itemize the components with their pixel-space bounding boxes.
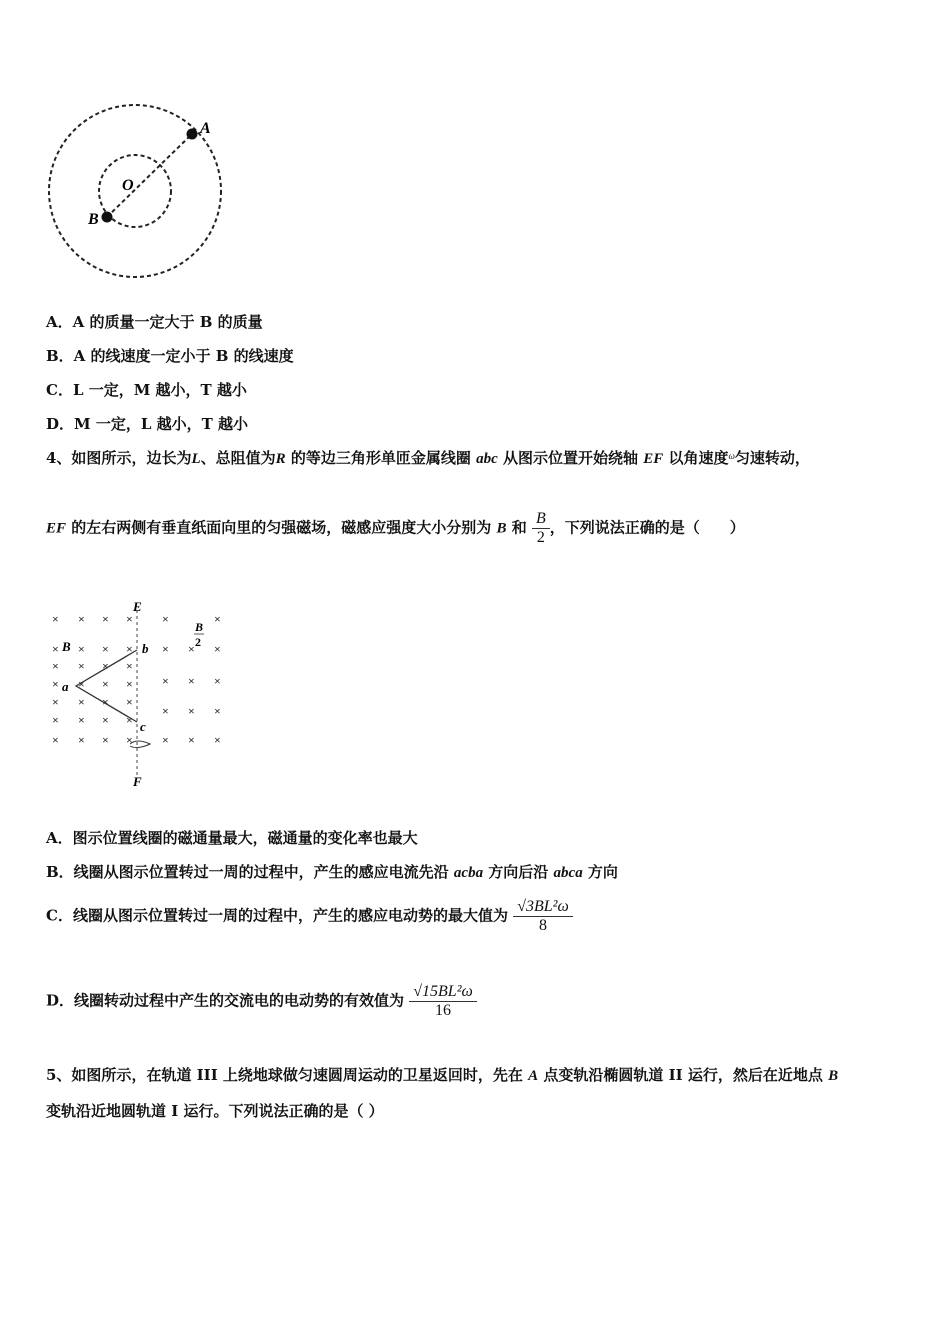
q5-text: 点变轨沿椭圆轨道 II 运行，然后在近地点 — [538, 1066, 829, 1084]
q4-stem-line1 — [46, 447, 810, 468]
q4-option-d-text: D．线圈转动过程中产生的交流电的电动势的有效值为 — [46, 991, 405, 1010]
q4-var-omega: ω — [728, 451, 735, 461]
label-O: O — [122, 177, 134, 194]
q5-stem-line1 — [46, 1064, 838, 1085]
field-cross-mark: × — [126, 733, 133, 747]
q4-stem-line2 — [46, 510, 745, 547]
q4-option-b-text: 方向后沿 — [483, 863, 554, 881]
q4-text: 和 — [506, 518, 527, 537]
q4-text: 4、如图所示，边长为 — [46, 449, 192, 467]
field-cross-mark: × — [126, 659, 133, 673]
q4-option-c-text: C．线圈从图示位置转过一周的过程中，产生的感应电动势的最大值为 — [46, 906, 508, 925]
field-cross-mark: × — [214, 674, 221, 688]
field-cross-mark: × — [102, 612, 109, 626]
q5-var-A: A — [528, 1068, 539, 1084]
field-cross-mark: × — [162, 674, 169, 688]
q3-option-a: A．A 的质量一定大于 B 的质量 — [46, 313, 263, 331]
field-cross-mark: × — [78, 733, 85, 747]
connecting-line — [107, 134, 192, 217]
field-cross-mark: × — [102, 677, 109, 691]
field-cross-mark: × — [102, 713, 109, 727]
field-cross-mark: × — [78, 713, 85, 727]
q4-var-acba: acba — [453, 865, 484, 881]
field-cross-mark: × — [188, 704, 195, 718]
q4-option-b-text: 方向 — [582, 863, 618, 881]
rotation-arrow — [130, 741, 150, 748]
field-cross-mark: × — [52, 642, 59, 656]
label-B-right-num: B — [195, 620, 204, 634]
field-cross-mark: × — [126, 695, 133, 709]
field-cross-mark: × — [52, 713, 59, 727]
fraction-numerator: √15BL²ω — [413, 983, 473, 1000]
field-cross-mark: × — [188, 674, 195, 688]
field-cross-mark: × — [162, 642, 169, 656]
fraction-denominator: 8 — [513, 916, 573, 935]
q4-text: ，下列说法正确的是（ ） — [549, 518, 745, 537]
q4-var-L: L — [191, 451, 201, 467]
field-cross-mark: × — [162, 733, 169, 747]
q4-option-b — [46, 861, 618, 882]
field-cross-mark: × — [126, 677, 133, 691]
field-cross-mark: × — [52, 695, 59, 709]
label-a: a — [62, 679, 69, 694]
field-cross-mark: × — [78, 642, 85, 656]
field-cross-mark: × — [214, 733, 221, 747]
q4-option-a: A．图示位置线圈的磁通量最大，磁通量的变化率也最大 — [46, 829, 418, 847]
q4-var-EF: EF — [643, 451, 664, 467]
field-cross-mark: × — [126, 713, 133, 727]
field-cross-mark: × — [102, 642, 109, 656]
fraction-denominator: 2 — [532, 528, 550, 547]
field-cross-mark: × — [52, 612, 59, 626]
q4-var-abca: abca — [553, 865, 583, 881]
field-cross-mark: × — [102, 695, 109, 709]
q4-var-B: B — [496, 520, 507, 537]
q5-var-B: B — [828, 1068, 839, 1084]
q4-text: 从图示位置开始绕轴 — [497, 449, 644, 467]
q4-var-R: R — [275, 451, 286, 467]
star-B — [102, 212, 113, 223]
fraction-option-c — [513, 898, 573, 935]
field-cross-mark: × — [162, 704, 169, 718]
q4-text: 的等边三角形单匝金属线圈 — [285, 449, 477, 467]
fraction-denominator: 16 — [409, 1001, 477, 1020]
label-c: c — [140, 719, 146, 734]
field-cross-mark: × — [52, 677, 59, 691]
field-cross-mark: × — [78, 677, 85, 691]
q3-option-c: C．L 一定，M 越小，T 越小 — [46, 381, 247, 399]
q4-option-d — [46, 983, 477, 1020]
field-cross-mark: × — [162, 612, 169, 626]
field-cross-mark: × — [78, 612, 85, 626]
fraction-numerator: √3BL²ω — [517, 898, 569, 915]
field-cross-mark: × — [214, 642, 221, 656]
field-cross-mark: × — [78, 659, 85, 673]
q4-text: 的左右两侧有垂直纸面向里的匀强磁场，磁感应强度大小分别为 — [66, 518, 497, 537]
q4-text: 、总阻值为 — [200, 449, 276, 467]
q3-option-b: B．A 的线速度一定小于 B 的线速度 — [46, 347, 294, 365]
field-cross-mark: × — [214, 612, 221, 626]
coil-field-figure — [40, 598, 240, 793]
q4-text: 匀速转动， — [734, 449, 810, 467]
label-E: E — [133, 599, 142, 614]
q4-text: 以角速度 — [663, 449, 729, 467]
label-b: b — [142, 641, 149, 656]
label-F: F — [133, 774, 142, 789]
q3-option-d: D．M 一定，L 越小，T 越小 — [46, 415, 248, 433]
label-B-right-den: 2 — [195, 635, 201, 649]
field-cross-mark: × — [52, 733, 59, 747]
field-cross-mark: × — [188, 733, 195, 747]
binary-star-figure — [40, 100, 240, 285]
fraction-numerator: B — [535, 510, 546, 527]
label-A: A — [200, 120, 211, 137]
q4-option-b-text: B．线圈从图示位置转过一周的过程中，产生的感应电流先沿 — [46, 863, 454, 881]
q4-var-EF: EF — [46, 520, 67, 537]
fraction-option-d — [409, 983, 477, 1020]
label-B: B — [88, 211, 99, 228]
star-A — [187, 129, 198, 140]
q4-option-c — [46, 898, 573, 935]
q5-text: 5、如图所示，在轨道 III 上绕地球做匀速圆周运动的卫星返回时，先在 — [46, 1066, 529, 1084]
label-B-left: B — [62, 639, 71, 654]
field-cross-mark: × — [126, 612, 133, 626]
q4-var-abc: abc — [476, 451, 498, 467]
q5-stem-line2: 变轨沿近地圆轨道 I 运行。下列说法正确的是（ ） — [46, 1102, 384, 1120]
field-cross-mark: × — [102, 733, 109, 747]
fraction-B-over-2 — [532, 510, 550, 547]
field-cross-mark: × — [78, 695, 85, 709]
field-cross-mark: × — [102, 659, 109, 673]
field-cross-mark: × — [126, 642, 133, 656]
field-cross-mark: × — [188, 642, 195, 656]
field-cross-mark: × — [214, 704, 221, 718]
field-cross-mark: × — [52, 659, 59, 673]
